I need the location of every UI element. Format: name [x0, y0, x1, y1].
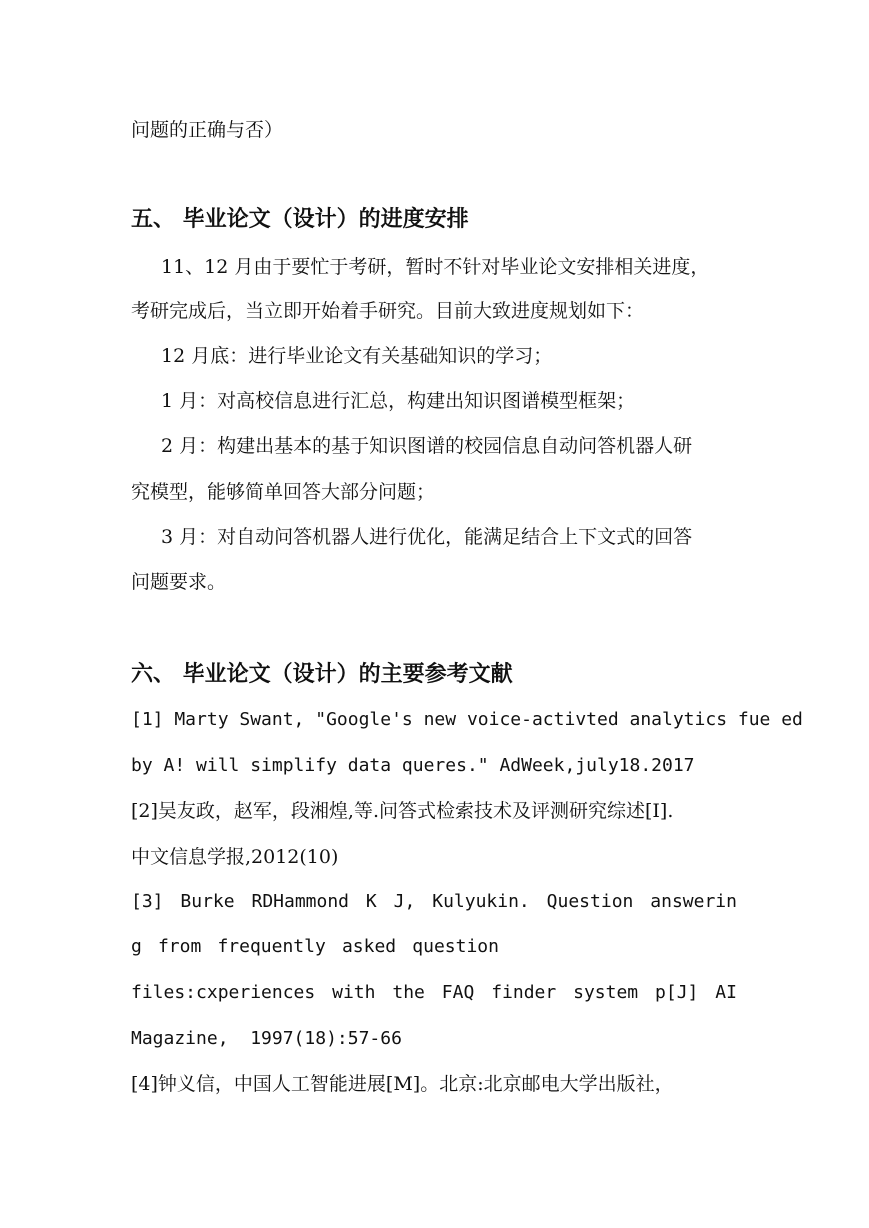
schedule-item-march-line1: 3 月：对自动问答机器人进行优化，能满足结合上下文式的回答 [161, 526, 693, 548]
paragraph-end-text: 问题的正确与否） [131, 119, 284, 141]
ref3-word: J, [393, 891, 416, 912]
schedule-item-march-line2: 问题要求。 [131, 571, 227, 593]
ref3-word: RDHammond [251, 891, 350, 912]
ref3-word: frequently [217, 936, 326, 957]
ref3-word: K [365, 891, 377, 912]
schedule-item-february-line2: 究模型，能够简单回答大部分问题； [131, 481, 436, 503]
reference-1-line1: [1] Marty Swant, "Google's new voice-activted analytics fue ed [131, 709, 803, 730]
ref3-word: Burke [180, 891, 235, 912]
reference-4-line1: [4]钟义信，中国人工智能进展[M]。北京:北京邮电大学出版社， [131, 1073, 674, 1095]
section6-heading: 六、 毕业论文（设计）的主要参考文献 [131, 661, 513, 687]
ref3-word: question [412, 936, 499, 957]
reference-3-line3 [131, 981, 737, 1005]
ref3-word: finder [491, 982, 557, 1003]
reference-3-line2 [131, 935, 499, 959]
ref3-word: the [392, 982, 425, 1003]
ref3-word: asked [341, 936, 397, 957]
section5-intro-line1: 11、12 月由于要忙于考研，暂时不针对毕业论文安排相关进度， [161, 256, 710, 278]
section5-heading: 五、 毕业论文（设计）的进度安排 [131, 206, 469, 232]
ref3-word: from [157, 936, 202, 957]
ref3-word: Question [546, 891, 634, 912]
ref3-word: g [131, 936, 142, 957]
section5-intro-line2: 考研完成后，当立即开始着手研究。目前大致进度规划如下： [131, 300, 645, 322]
ref3-word: p[J] [655, 982, 699, 1003]
ref3-word: FAQ [441, 982, 475, 1003]
ref3-word: Kulyukin. [432, 891, 530, 912]
ref3-word: files:cxperiences [131, 982, 316, 1003]
ref3-word: answerin [650, 891, 737, 912]
reference-3-line1 [131, 890, 737, 914]
schedule-item-january: 1 月：对高校信息进行汇总，构建出知识图谱模型框架； [161, 390, 636, 412]
reference-2-line1: [2]吴友政，赵军，段湘煌,等.问答式检索技术及评测研究综述[I]. [131, 800, 674, 822]
schedule-item-december: 12 月底：进行毕业论文有关基础知识的学习； [161, 345, 553, 367]
ref3-word: AI [715, 982, 737, 1003]
ref3-word: system [573, 982, 639, 1003]
ref3-word: with [332, 982, 376, 1003]
reference-1-line2: by A! will simplify data queres." AdWeek,july18.2017 [131, 755, 695, 776]
schedule-item-february-line1: 2 月：构建出基本的基于知识图谱的校园信息自动问答机器人研 [161, 435, 693, 457]
reference-2-line2: 中文信息学报,2012(10) [131, 846, 339, 868]
ref3-word: [3] [131, 891, 164, 912]
reference-3-line4: Magazine, 1997(18):57-66 [131, 1028, 402, 1049]
